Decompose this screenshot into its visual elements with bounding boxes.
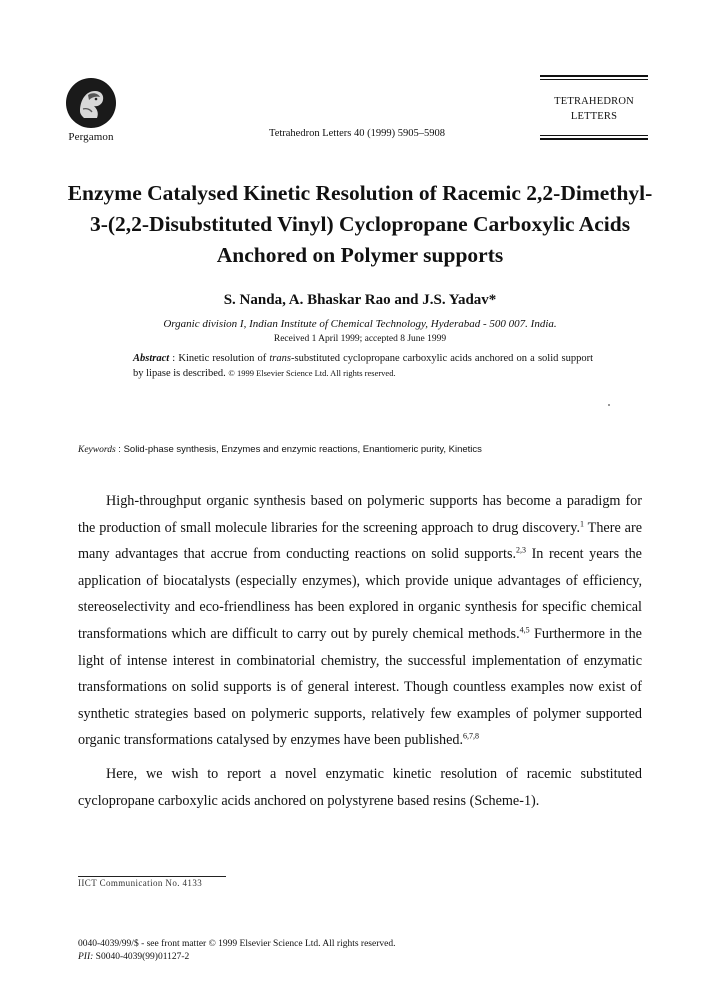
footer-pii	[78, 951, 395, 964]
body-paragraph-2: Here, we wish to report a novel enzymatic kinetic resolution of racemic substituted cyclopropane carboxylic acids anchored on polystyrene based resins (Scheme-1).	[78, 765, 642, 809]
ref-1: 1	[580, 518, 584, 528]
ref-3: 4,5	[519, 625, 530, 635]
abstract-separator: :	[169, 353, 179, 364]
citation-text: Tetrahedron Letters 40 (1999) 5905–5908	[269, 128, 445, 139]
abstract-text-2: -substituted cyclopropane carboxylic acids anchored on a solid support by lipase is described.	[133, 353, 594, 379]
ref-4: 6,7,8	[463, 731, 480, 741]
ref-2: 2,3	[516, 545, 527, 555]
pii-label: PII:	[78, 952, 94, 962]
journal-name	[540, 94, 648, 124]
masthead-rule-top	[540, 75, 648, 77]
keywords-list: : Solid-phase synthesis, Enzymes and enzymic reactions, Enantiomeric purity, Kinetics	[115, 444, 482, 455]
masthead-rule-bottom	[540, 138, 648, 140]
footer-copyright: 0040-4039/99/$ - see front matter © 1999 Elsevier Science Ltd. All rights reserved.	[78, 939, 396, 949]
p1-part-a: High-throughput organic synthesis based on polymeric supports has become a paradigm for the production of small molecule libraries for the screening approach to drug discovery.	[78, 493, 642, 536]
abstract-trans: trans	[269, 353, 291, 364]
masthead-rule-bottom-thin	[540, 135, 648, 136]
p1-part-b: There are many advantages that accrue from conducting reactions on solid supports.	[78, 519, 642, 563]
abstract-text-1: Kinetic resolution of	[178, 353, 270, 364]
publisher-name: Pergamon	[68, 131, 114, 143]
article-authors: S. Nanda, A. Bhaskar Rao and J.S. Yadav*	[223, 292, 497, 308]
p1-part-d: Furthermore in the light of intense interest in combinatorial chemistry, the successful implementation of enzymatic transformations on solid supports is of general interest. Though countless examples now exist of synthetic strategies based on polymeric supports, relatively few examples of polymer supported organic transformations catalysed by enzymes have been published.	[78, 625, 642, 749]
body-text	[78, 488, 642, 814]
scan-speck	[608, 404, 610, 406]
abstract-copyright: © 1999 Elsevier Science Ltd. All rights reserved.	[228, 368, 396, 378]
journal-masthead	[540, 75, 648, 140]
abstract	[133, 352, 593, 381]
received-dates: Received 1 April 1999; accepted 8 June 1999	[273, 334, 447, 344]
masthead-rule-top-thin	[540, 79, 648, 80]
journal-name-line2: LETTERS	[570, 111, 618, 122]
p1-part-c: In recent years the application of biocatalysts (especially enzymes), which provide unique advantages of efficiency, stereoselectivity and eco-friendliness has been explored in organic synthesis for specific chemical transformations which are difficult to carry out by purely chemical methods.	[78, 546, 642, 642]
journal-name-line1: TETRAHEDRON	[554, 96, 634, 107]
article-title: Enzyme Catalysed Kinetic Resolution of Racemic 2,2-Dimethyl-3-(2,2-Disubstituted Vinyl) Cyclopropane Carboxylic Acids Anchored on Polymer supports	[67, 181, 653, 267]
body-paragraph-1	[78, 488, 642, 754]
footnote: IICT Communication No. 4133	[78, 878, 203, 888]
keywords	[78, 444, 482, 455]
keywords-label: Keywords	[78, 445, 116, 455]
pergamon-logo	[66, 78, 116, 128]
pii-value: S0040-4039(99)01127-2	[93, 952, 190, 962]
abstract-label: Abstract	[133, 353, 170, 364]
author-affiliation: Organic division I, Indian Institute of Chemical Technology, Hyderabad - 500 007. India.	[163, 318, 557, 330]
footnote-rule	[78, 876, 226, 877]
page-footer	[78, 938, 395, 964]
